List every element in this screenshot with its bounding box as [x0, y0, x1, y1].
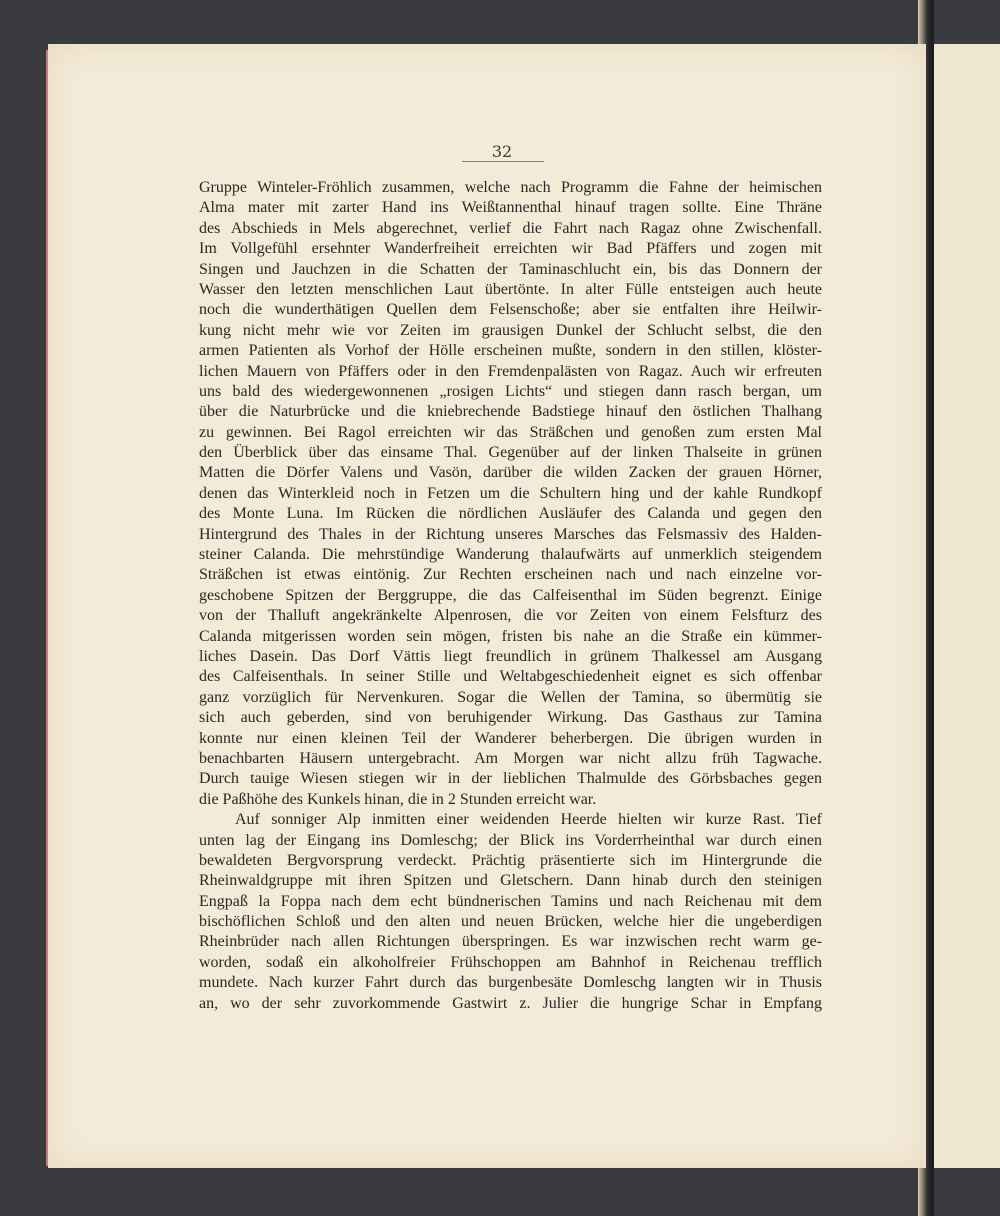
body-text: [199, 178, 822, 1014]
text-line: über die Naturbrücke und die kniebrechende Badstiege hinauf den östlichen Thalhang: [199, 403, 822, 421]
page-number: 32: [491, 142, 513, 161]
text-line: an, wo der sehr zuvorkommende Gastwirt z. Julier die hungrige Schar in Empfang: [199, 994, 822, 1012]
text-line: ganz vorzüglich für Nervenkuren. Sogar die Wellen der Tamina, so übermütig sie: [199, 688, 822, 706]
scan-background-top: [0, 0, 1000, 44]
text-line: uns bald des wiedergewonnenen „rosigen Lichts“ und stiegen dann rasch bergan, um: [199, 382, 822, 400]
text-line: lichen Mauern von Pfäffers oder in den Fremdenpalästen von Ragaz. Auch wir erfreuten: [199, 362, 822, 380]
text-line: des Monte Luna. Im Rücken die nördlichen Ausläufer des Calanda und gegen den: [199, 505, 822, 523]
text-line: unten lag der Eingang ins Domleschg; der Blick ins Vorderrheinthal war durch einen: [199, 831, 822, 849]
text-line: bewaldeten Bergvorsprung verdeckt. Prächtig präsentierte sich im Hintergrunde die: [199, 851, 822, 869]
text-line: kung nicht mehr wie vor Zeiten im grausigen Dunkel der Schlucht selbst, die den: [199, 321, 822, 339]
text-line: sich auch geberden, sind von beruhigender Wirkung. Das Gasthaus zur Tamina: [199, 709, 822, 727]
text-line: liches Dasein. Das Dorf Vättis liegt freundlich in grünem Thalkessel am Ausgang: [199, 647, 822, 665]
text-line: geschobene Spitzen der Berggruppe, die das Calfeisenthal im Süden begrenzt. Einige: [199, 586, 822, 604]
text-line: von der Thalluft angekränkelte Alpenrosen, die vor Zeiten von einem Felsfturz des: [199, 607, 822, 625]
text-line: die Paßhöhe des Kunkels hinan, die in 2 Stunden erreicht war.: [199, 790, 597, 808]
text-line: den Überblick über das einsame Thal. Gegenüber auf der linken Thalseite in grünen: [199, 444, 822, 462]
text-line: Gruppe Winteler-Fröhlich zusammen, welche nach Programm die Fahne der heimischen: [199, 179, 822, 196]
text-line: des Calfeisenthals. In seiner Stille und Weltabgeschiedenheit eignet es sich offenbar: [199, 668, 822, 686]
text-line: Auf sonniger Alp inmitten einer weidenden Heerde hielten wir kurze Rast. Tief: [235, 811, 822, 829]
text-line: Calanda mitgerissen worden sein mögen, fristen bis nahe an die Straße ein kümmer-: [199, 627, 822, 645]
text-line: noch die wunderthätigen Quellen dem Felsenschoße; aber sie entfalten ihre Heilwir-: [199, 301, 822, 319]
text-line: Rheinbrüder nach allen Richtungen überspringen. Es war inzwischen recht warm ge-: [199, 933, 822, 951]
text-line: Sträßchen ist etwas eintönig. Zur Rechten erscheinen nach und nach einzelne vor-: [199, 566, 822, 584]
text-line: mundete. Nach kurzer Fahrt durch das burgenbesäte Domleschg langten wir in Thusis: [199, 974, 822, 992]
text-line: Engpaß la Foppa nach dem echt bündnerischen Tamins und nach Reichenau mit dem: [199, 892, 822, 910]
facing-page-edge: [930, 44, 1000, 1168]
text-line: bischöflichen Schloß und den alten und neuen Brücken, welche hier die ungeberdigen: [199, 913, 822, 931]
text-line: worden, sodaß ein alkoholfreier Frühschoppen am Bahnhof in Reichenau trefflich: [199, 953, 822, 971]
text-line: Hintergrund des Thales in der Richtung unseres Marsches das Felsmassiv des Halden-: [199, 525, 822, 543]
text-line: Im Vollgefühl ersehnter Wanderfreiheit erreichten wir Bad Pfäffers und zogen mit: [199, 240, 822, 258]
text-line: zu gewinnen. Bei Ragol erreichten wir das Sträßchen und genoßen zum ersten Mal: [199, 423, 822, 441]
text-line: armen Patienten als Vorhof der Hölle erscheinen mußte, sondern in den stillen, klöster-: [199, 342, 822, 360]
text-line: Matten die Dörfer Valens und Vasön, darüber die wilden Zacken der grauen Hörner,: [199, 464, 822, 482]
text-line: konnte nur einen kleinen Teil der Wanderer beherbergen. Die übrigen wurden in: [199, 729, 822, 747]
text-line: steiner Calanda. Die mehrstündige Wanderung thalaufwärts auf unmerklich steigendem: [199, 546, 822, 564]
text-line: denen das Winterkleid noch in Fetzen um die Schultern hing und der kahle Rundkopf: [199, 484, 822, 502]
text-line: Singen und Jauchzen in die Schatten der Taminaschlucht ein, bis das Donnern der: [199, 260, 822, 278]
text-line: Durch tauige Wiesen stiegen wir in der lieblichen Thalmulde des Görbsbaches gegen: [199, 770, 822, 788]
page-number-rule: [462, 161, 544, 162]
text-line: Wasser den letzten menschlichen Laut übertönte. In alter Fülle entsteigen auch heute: [199, 280, 822, 298]
text-line: Alma mater mit zarter Hand ins Weißtannenthal hinauf tragen sollte. Eine Thräne: [199, 199, 822, 217]
text-line: des Abschieds in Mels abgerechnet, verlief die Fahrt nach Ragaz ohne Zwischenfall.: [199, 219, 822, 237]
text-line: benachbarten Häusern untergebracht. Am Morgen war nicht allzu früh Tagwache.: [199, 749, 822, 767]
text-line: Rheinwaldgruppe mit ihren Spitzen und Gletschern. Dann hinab durch den steinigen: [199, 872, 822, 890]
